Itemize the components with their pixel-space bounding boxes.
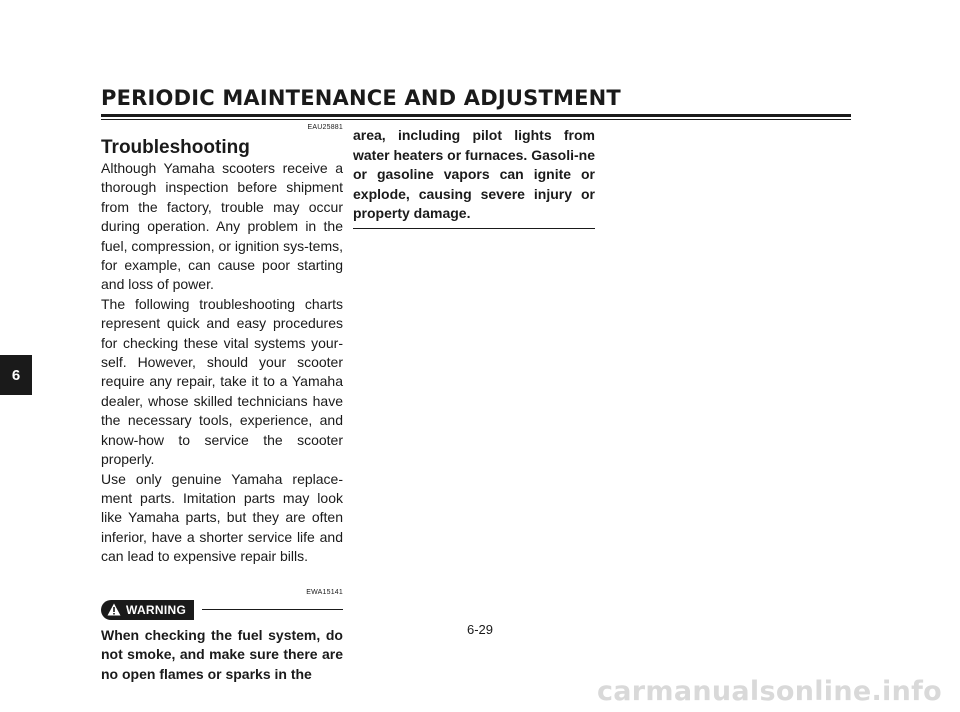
page-number: 6-29 [466,622,494,637]
warning-triangle-icon [107,603,121,616]
section-code: EAU25881 [307,124,343,131]
warning-rule [202,609,343,610]
warning-text: When checking the fuel system, do not smoke, and make sure there are no open flames or sparks in the [101,626,343,682]
right-column [353,124,595,229]
paragraph-1: Although Yamaha scooters receive a thorough inspection before shipment from the factory, trouble may occur during operation. Any problem in the fuel, compression, or ignition sys-tems, for example, can cause poor starting and loss of power. [101,160,343,293]
chapter-tab[interactable]: 6 [0,355,32,395]
warning-label: WARNING [126,602,187,617]
page-header-title: PERIODIC MAINTENANCE AND ADJUSTMENT [101,86,621,110]
warning-header [101,600,343,620]
warning-badge [101,600,194,620]
left-column [101,124,343,684]
warning-continuation: area, including pilot lights from water heaters or furnaces. Gasoli-ne or gasoline vapors can ignite or explode, causing severe injury or property damage. [353,127,595,222]
warning-end-rule [353,228,595,229]
warning-code: EWA15141 [306,588,343,596]
paragraph-3: Use only genuine Yamaha replace-ment parts. Imitation parts may look like Yamaha parts, but they are often inferior, have a shorter service life and can lead to expensive repair bills. [101,470,343,565]
watermark: carmanualsonline.info [596,676,942,707]
paragraph-2: The following troubleshooting charts represent quick and easy procedures for checking these vital systems your-self. However, should your scooter require any repair, take it to a Yamaha dealer, whose skilled technicians have the necessary tools, experience, and know-how to service the scooter properly. [101,295,343,468]
header-rule [101,114,851,120]
section-title: Troubleshooting [101,137,250,158]
